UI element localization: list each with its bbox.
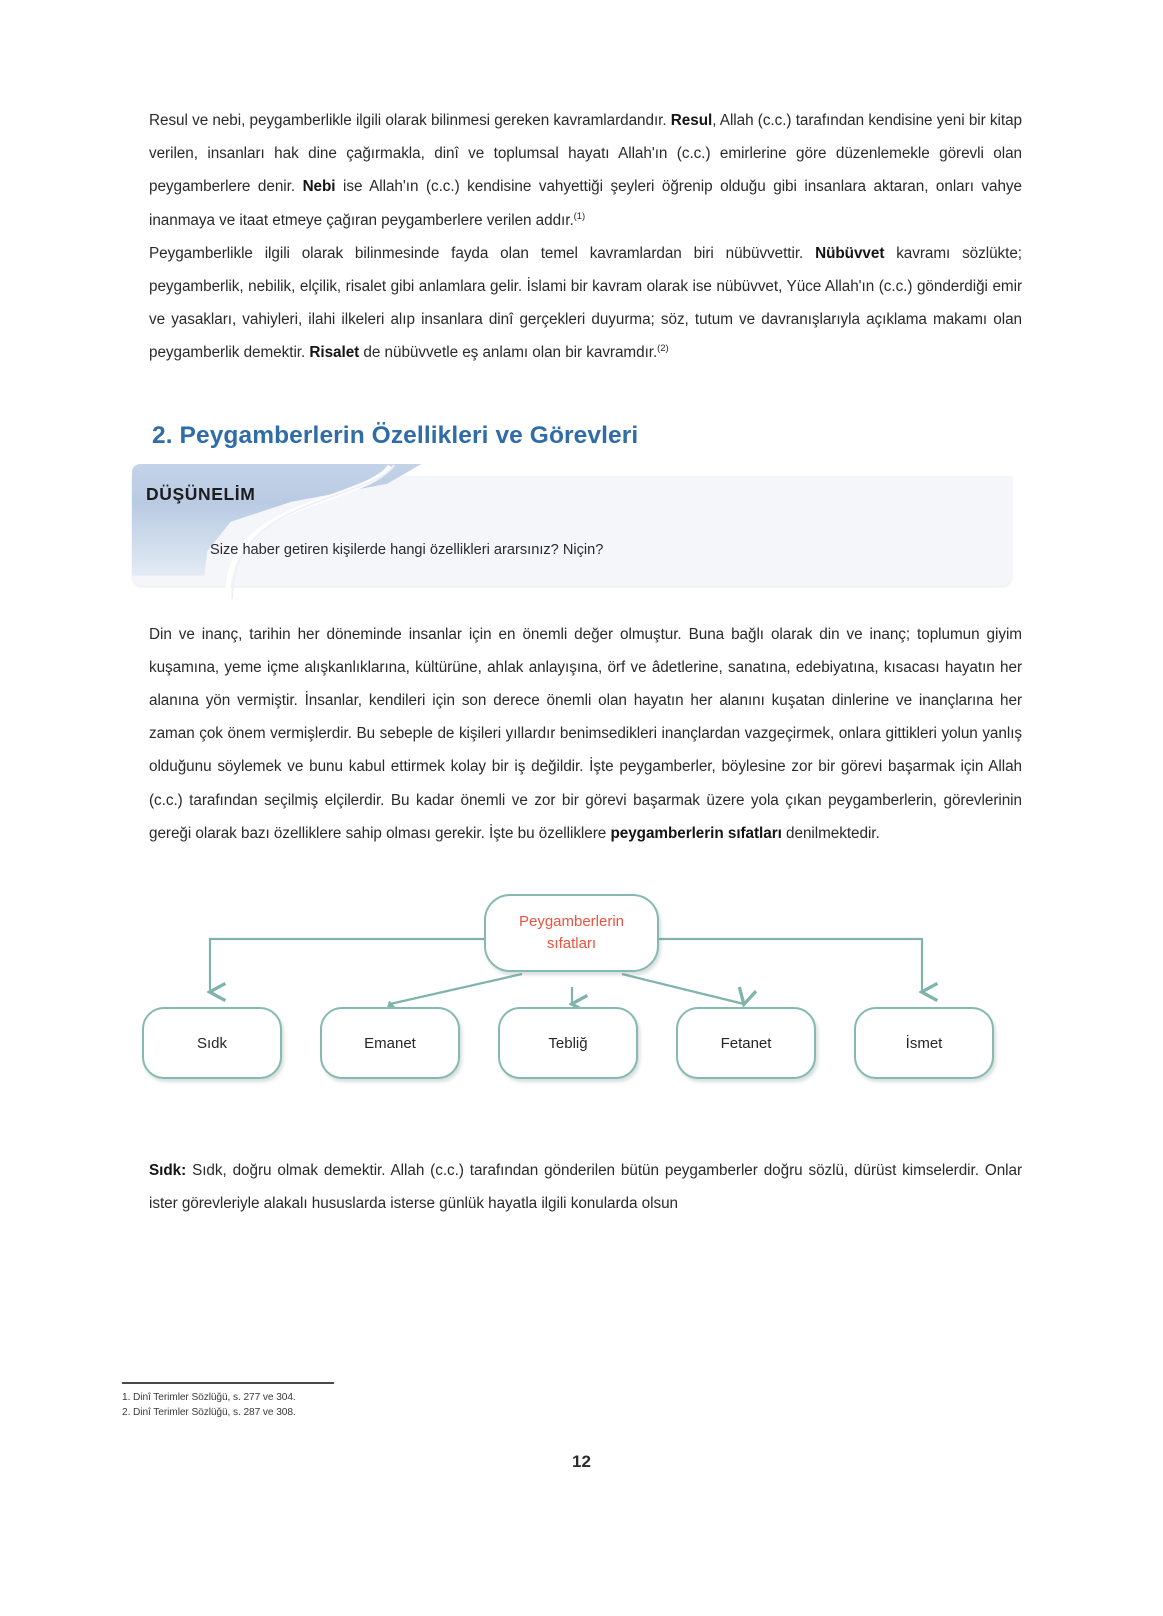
node-label: Sıdk — [196, 1034, 227, 1052]
node-label: İsmet — [905, 1034, 943, 1052]
p4-bold-sidk: Sıdk: — [149, 1162, 187, 1180]
paragraph-din-inanc — [122, 618, 1022, 850]
diagram-node-ismet — [854, 1007, 994, 1079]
page-number: 12 — [572, 1452, 591, 1471]
root-line-1: Peygamberlerin — [518, 913, 625, 931]
footnotes-block — [122, 1382, 522, 1420]
diagram-root-node — [484, 894, 659, 972]
p2-part2: kavramı sözlükte; peygamberlik, nebilik, elçilik, risalet gibi anlamlara gelir. İslami bir kavram olarak ise nübüvvet, Yüce Allah'ın (c.c.) gönderdiği emir ve yasakları, vahiyleri, ilahi ilkeleri alıp insanlara dinî gerçekleri duyurma; söz, tutum ve davranışlarıyla açıklama makamı olan peygamberlik demektir. — [149, 244, 1022, 362]
p1-part3: ise Allah'ın (c.c.) kendisine vahyettiği şeyleri öğrenip olduğu gibi insanlara aktaran, onları vahye inanmaya ve itaat etmeye çağıran peygamberlere verilen addır. — [149, 178, 1022, 229]
p2-bold-risalet: Risalet — [309, 344, 360, 362]
footnote-marker-2: (2) — [657, 343, 669, 355]
footnote-marker-1: (1) — [573, 210, 586, 222]
p2-part1: Peygamberlikle ilgili olarak bilinmesinde fayda olan temel kavramlardan biri nübüvvettir. — [149, 244, 816, 262]
footnote-1: 1. Dinî Terimler Sözlüğü, s. 277 ve 304. — [122, 1392, 296, 1403]
node-label: Tebliğ — [548, 1034, 588, 1052]
p1-bold-nebi: Nebi — [302, 178, 336, 196]
root-line-2: sıfatları — [546, 935, 597, 953]
p1-part1: Resul ve nebi, peygamberlikle ilgili olarak bilinmesi gereken kavramlardandır. — [149, 112, 671, 129]
footnote-divider — [122, 1382, 334, 1384]
page-content — [122, 104, 1022, 1220]
dusunelim-question: Size haber getiren kişilerde hangi özellikleri ararsınız? Niçin? — [210, 541, 604, 558]
node-label: Emanet — [364, 1034, 416, 1052]
p4-text: Sıdk, doğru olmak demektir. Allah (c.c.) tarafından gönderilen bütün peygamberler doğru sözlü, dürüst kimselerdir. Onlar ister görevleriyle alakalı hususlarda isterse günlük hayatla ilgili konularda olsun — [149, 1162, 1022, 1213]
p1-part2: , Allah (c.c.) tarafından kendisine yeni bir kitap verilen, insanları hak dine çağırmakla, dinî ve toplumsal hayatı Allah'ın (c.c.) emirlerine göre düzenlemekle görevli olan peygamberlere denir. — [149, 112, 1022, 196]
dusunelim-box — [132, 464, 1012, 586]
dusunelim-label: DÜŞÜNELİM — [146, 483, 256, 504]
p2-part3: de nübüvvetle eş anlamı olan bir kavramdır. — [359, 344, 658, 362]
footnote-2: 2. Dinî Terimler Sözlüğü, s. 287 ve 308. — [122, 1407, 296, 1418]
diagram-node-sidk — [142, 1007, 282, 1079]
peygamberlerin-sifatlari-diagram — [122, 882, 1022, 1122]
paragraph-nubuvvet — [122, 237, 1022, 370]
diagram-node-fetanet — [676, 1007, 816, 1079]
p3-bold-sifatlari: peygamberlerin sıfatları — [610, 824, 782, 842]
section-heading: 2. Peygamberlerin Özellikleri ve Görevleri — [152, 421, 639, 449]
paragraph-resul-nebi — [122, 104, 1022, 237]
p3-tail: denilmektedir. — [781, 824, 880, 842]
diagram-node-emanet — [320, 1007, 460, 1079]
node-label: Fetanet — [720, 1034, 772, 1052]
p3-text: Din ve inanç, tarihin her döneminde insanlar için en önemli değer olmuştur. Buna bağlı olarak din ve inanç; toplumun giyim kuşamına, yeme içme alışkanlıklarına, kültürüne, ahlak anlayışına, örf ve âdetlerine, sanatına, edebiyatına, kısacası hayatın her alanına yön vermiştir. İnsanlar, kendileri için son derece önemli olan hayatın her alanını kuşatan dinlerine ve inançlarına her zaman çok önem vermişlerdir. Bu sebeple de kişileri yıllardır benimsedikleri inançlardan vazgeçirmek, onlara gittikleri yolun yanlış olduğunu söylemek ve bunu kabul ettirmek kolay bir iş değildir. İşte peygamberler, böylesine zor bir görevi başarmak için Allah (c.c.) tarafından seçilmiş elçilerdir. Bu kadar önemli ve zor bir görevi başarmak üzere yola çıkan peygamberlerin, görevlerinin gereği olarak bazı özelliklere sahip olması gerekir. İşte bu özelliklere — [149, 625, 1022, 842]
diagram-node-teblig — [498, 1007, 638, 1079]
p1-bold-resul: Resul — [670, 112, 713, 129]
p2-bold-nubuvvet: Nübüvvet — [815, 244, 885, 262]
paragraph-sidk-definition — [122, 1154, 1022, 1220]
